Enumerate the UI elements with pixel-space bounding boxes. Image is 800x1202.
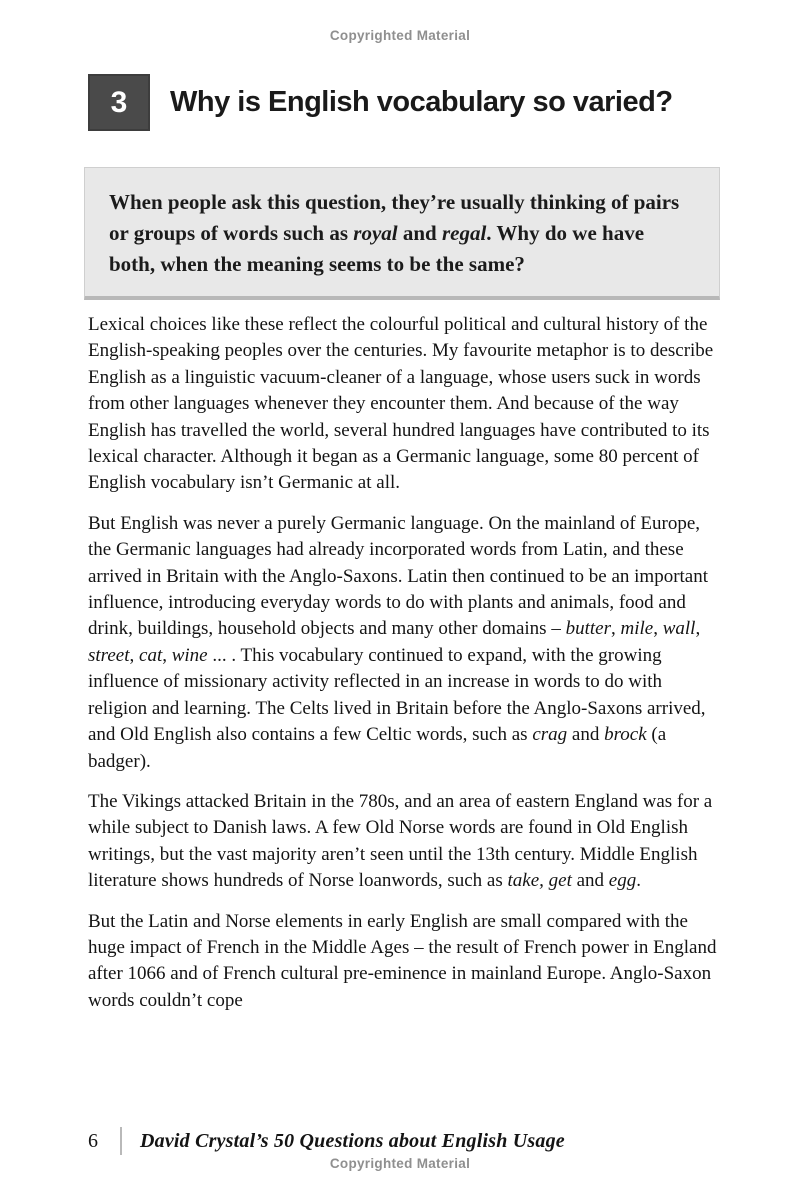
page-footer xyxy=(88,1126,740,1156)
chapter-header xyxy=(88,74,740,131)
question-box xyxy=(84,167,720,300)
body-paragraph: Lexical choices like these reflect the colourful political and cultural history of the English-speaking peoples over the centuries. My favourite metaphor is to describe English as a linguistic vacuum-cleaner of a language, whose users suck in words from other languages whenever they encounter them. And because of the way English has travelled the world, several hundred languages have contributed to its lexical character. Although it began as a Germanic language, some 80 percent of English vocabulary isn’t Germanic at all. xyxy=(88,314,714,494)
footer-divider xyxy=(120,1127,122,1155)
body-paragraph: But English was never a purely Germanic language. On the mainland of Europe, the Germanic languages had already incorporated words from Latin, and these arrived in Britain with the Anglo-Saxons. Latin then continued to be an important influence, introducing everyday words to do with plants and animals, food and drink, buildings, household objects and many other domains – butter, mile, wall, street, cat, wine ... . This vocabulary continued to expand, with the growing influence of missionary activity reflected in an increase in words to do with religion and learning. The Celts lived in Britain before the Anglo-Saxons arrived, and Old English also contains a few Celtic words, such as crag and brock (a badger). xyxy=(88,512,709,772)
chapter-number: 3 xyxy=(110,85,128,119)
page-number: 6 xyxy=(88,1129,98,1152)
chapter-title: Why is English vocabulary so varied? xyxy=(170,86,673,118)
question-text: When people ask this question, they’re usually thinking of pairs or groups of words such as royal and regal. Why do we have both, when the meaning seems to be the same? xyxy=(109,190,680,276)
body-paragraph: The Vikings attacked Britain in the 780s, and an area of eastern England was for a while subject to Danish laws. A few Old Norse words are found in Old English writings, but the vast majority aren’t seen until the 13th century. Middle English literature shows hundreds of Norse loanwords, such as take, get and egg. xyxy=(88,790,713,892)
copyright-watermark-top: Copyrighted Material xyxy=(329,28,471,43)
body-paragraph: But the Latin and Norse elements in early English are small compared with the huge impact of French in the Middle Ages – the result of French power in England after 1066 and of French cultural pre-eminence in mainland Europe. Anglo-Saxon words couldn’t cope xyxy=(88,910,717,1011)
copyright-watermark-bottom: Copyrighted Material xyxy=(329,1156,471,1171)
body-text xyxy=(88,312,718,1028)
book-title: David Crystal’s 50 Questions about English Usage xyxy=(140,1129,565,1152)
chapter-number-badge xyxy=(88,74,150,131)
